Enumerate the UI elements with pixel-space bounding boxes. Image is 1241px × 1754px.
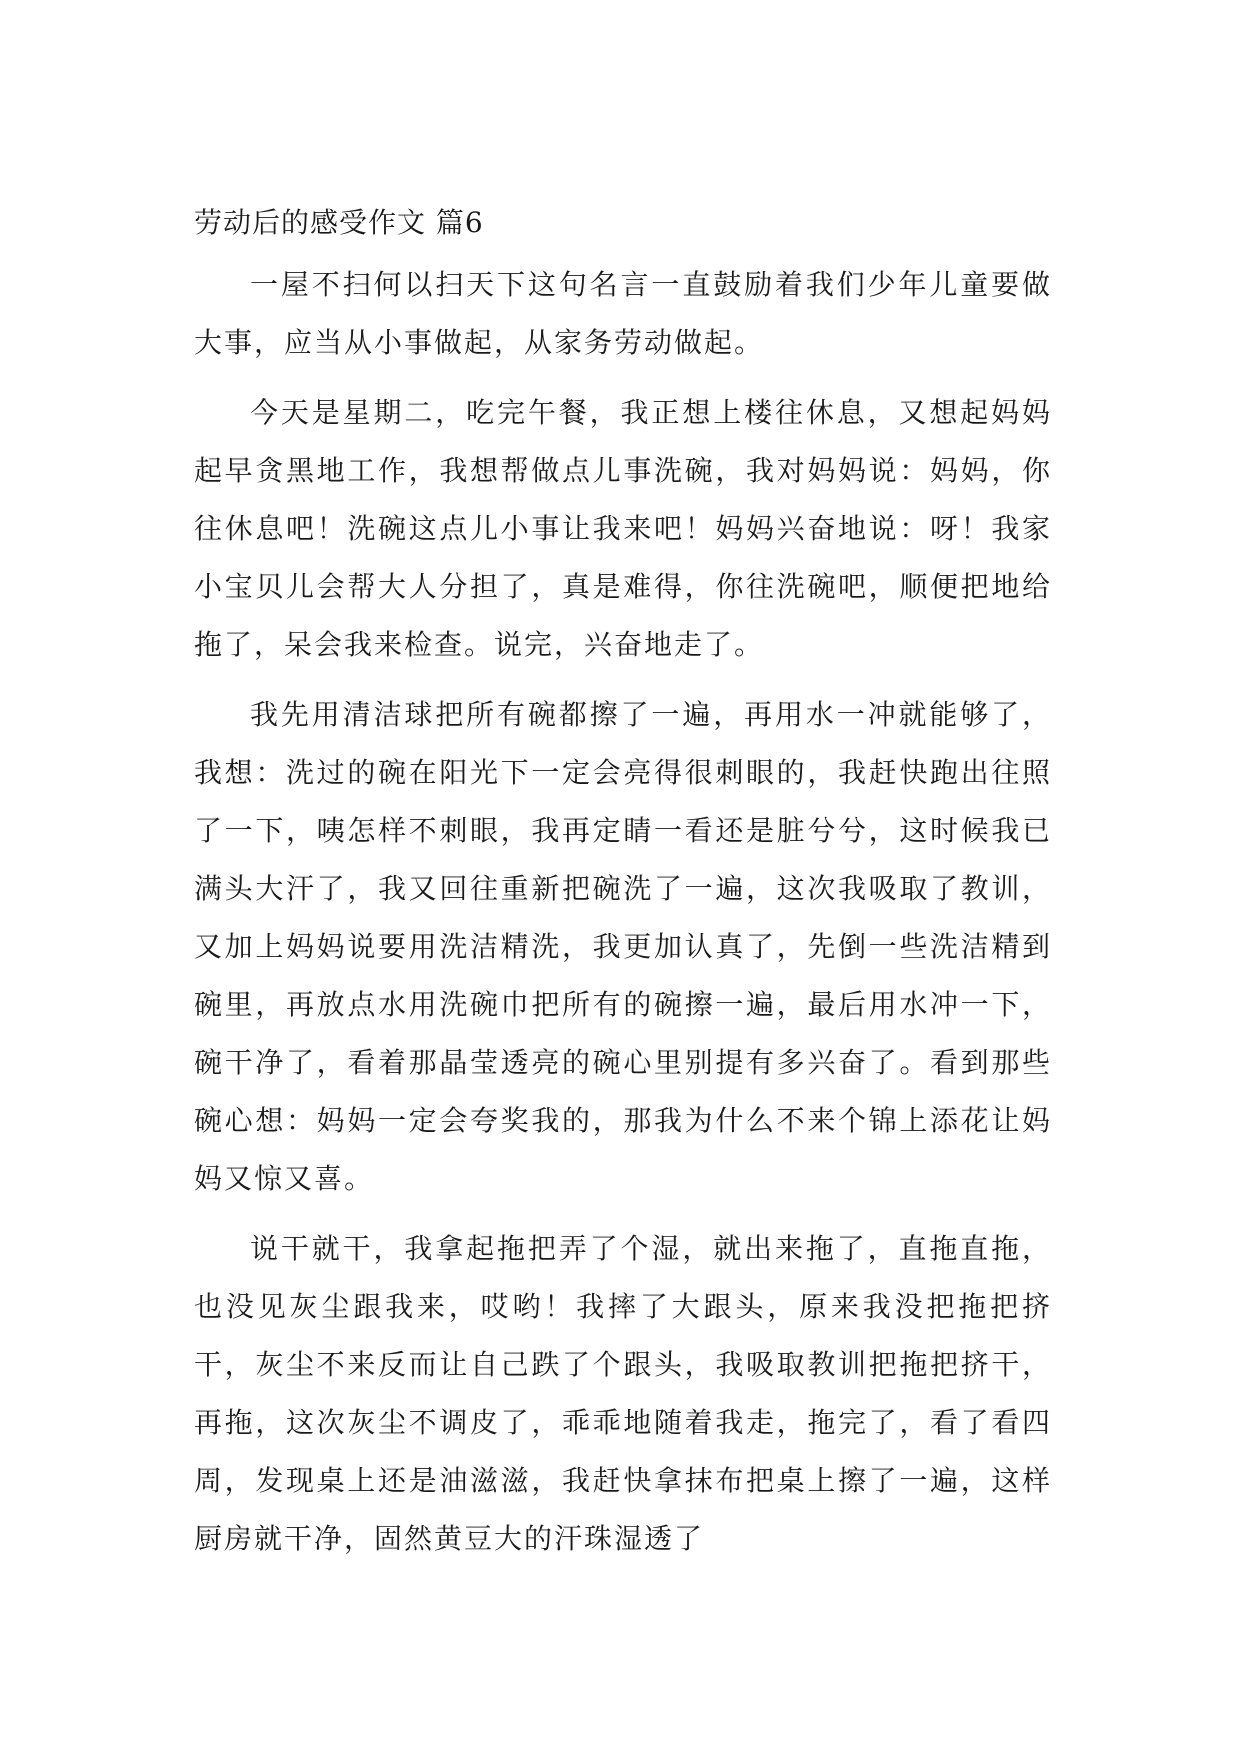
paragraph-4: 说干就干，我拿起拖把弄了个湿，就出来拖了，直拖直拖，也没见灰尘跟我来，哎哟！我摔了大跟头，原来我没把拖把挤干，灰尘不来反而让自己跌了个跟头，我吸取教训把拖把挤干，再拖，这次灰尘不调皮了，乖乖地随着我走，拖完了，看了看四周，发现桌上还是油滋滋，我赶快拿抹布把桌上擦了一遍，这样厨房就干净，固然黄豆大的汗珠湿透了 — [194, 1232, 1052, 1555]
paragraph-2: 今天是星期二，吃完午餐，我正想上楼往休息，又想起妈妈起早贪黑地工作，我想帮做点儿事洗碗，我对妈妈说：妈妈，你往休息吧！洗碗这点儿小事让我来吧！妈妈兴奋地说：呀！我家小宝贝儿会帮大人分担了，真是难得，你往洗碗吧，顺便把地给拖了，呆会我来检查。说完，兴奋地走了。 — [194, 396, 1052, 661]
paragraph-3: 我先用清洁球把所有碗都擦了一遍，再用水一冲就能够了，我想：洗过的碗在阳光下一定会亮得很刺眼的，我赶快跑出往照了一下，咦怎样不刺眼，我再定睛一看还是脏兮兮，这时候我已满头大汗了，我又回往重新把碗洗了一遍，这次我吸取了教训，又加上妈妈说要用洗洁精洗，我更加认真了，先倒一些洗洁精到碗里，再放点水用洗碗巾把所有的碗擦一遍，最后用水冲一下，碗干净了，看着那晶莹透亮的碗心里别提有多兴奋了。看到那些碗心想：妈妈一定会夸奖我的，那我为什么不来个锦上添花让妈妈又惊又喜。 — [194, 698, 1052, 1195]
essay-title: 劳动后的感受作文 篇6 — [194, 206, 484, 239]
paragraph-1: 一屋不扫何以扫天下这句名言一直鼓励着我们少年儿童要做大事，应当从小事做起，从家务劳动做起。 — [194, 268, 1052, 359]
document-body — [194, 196, 1052, 1580]
